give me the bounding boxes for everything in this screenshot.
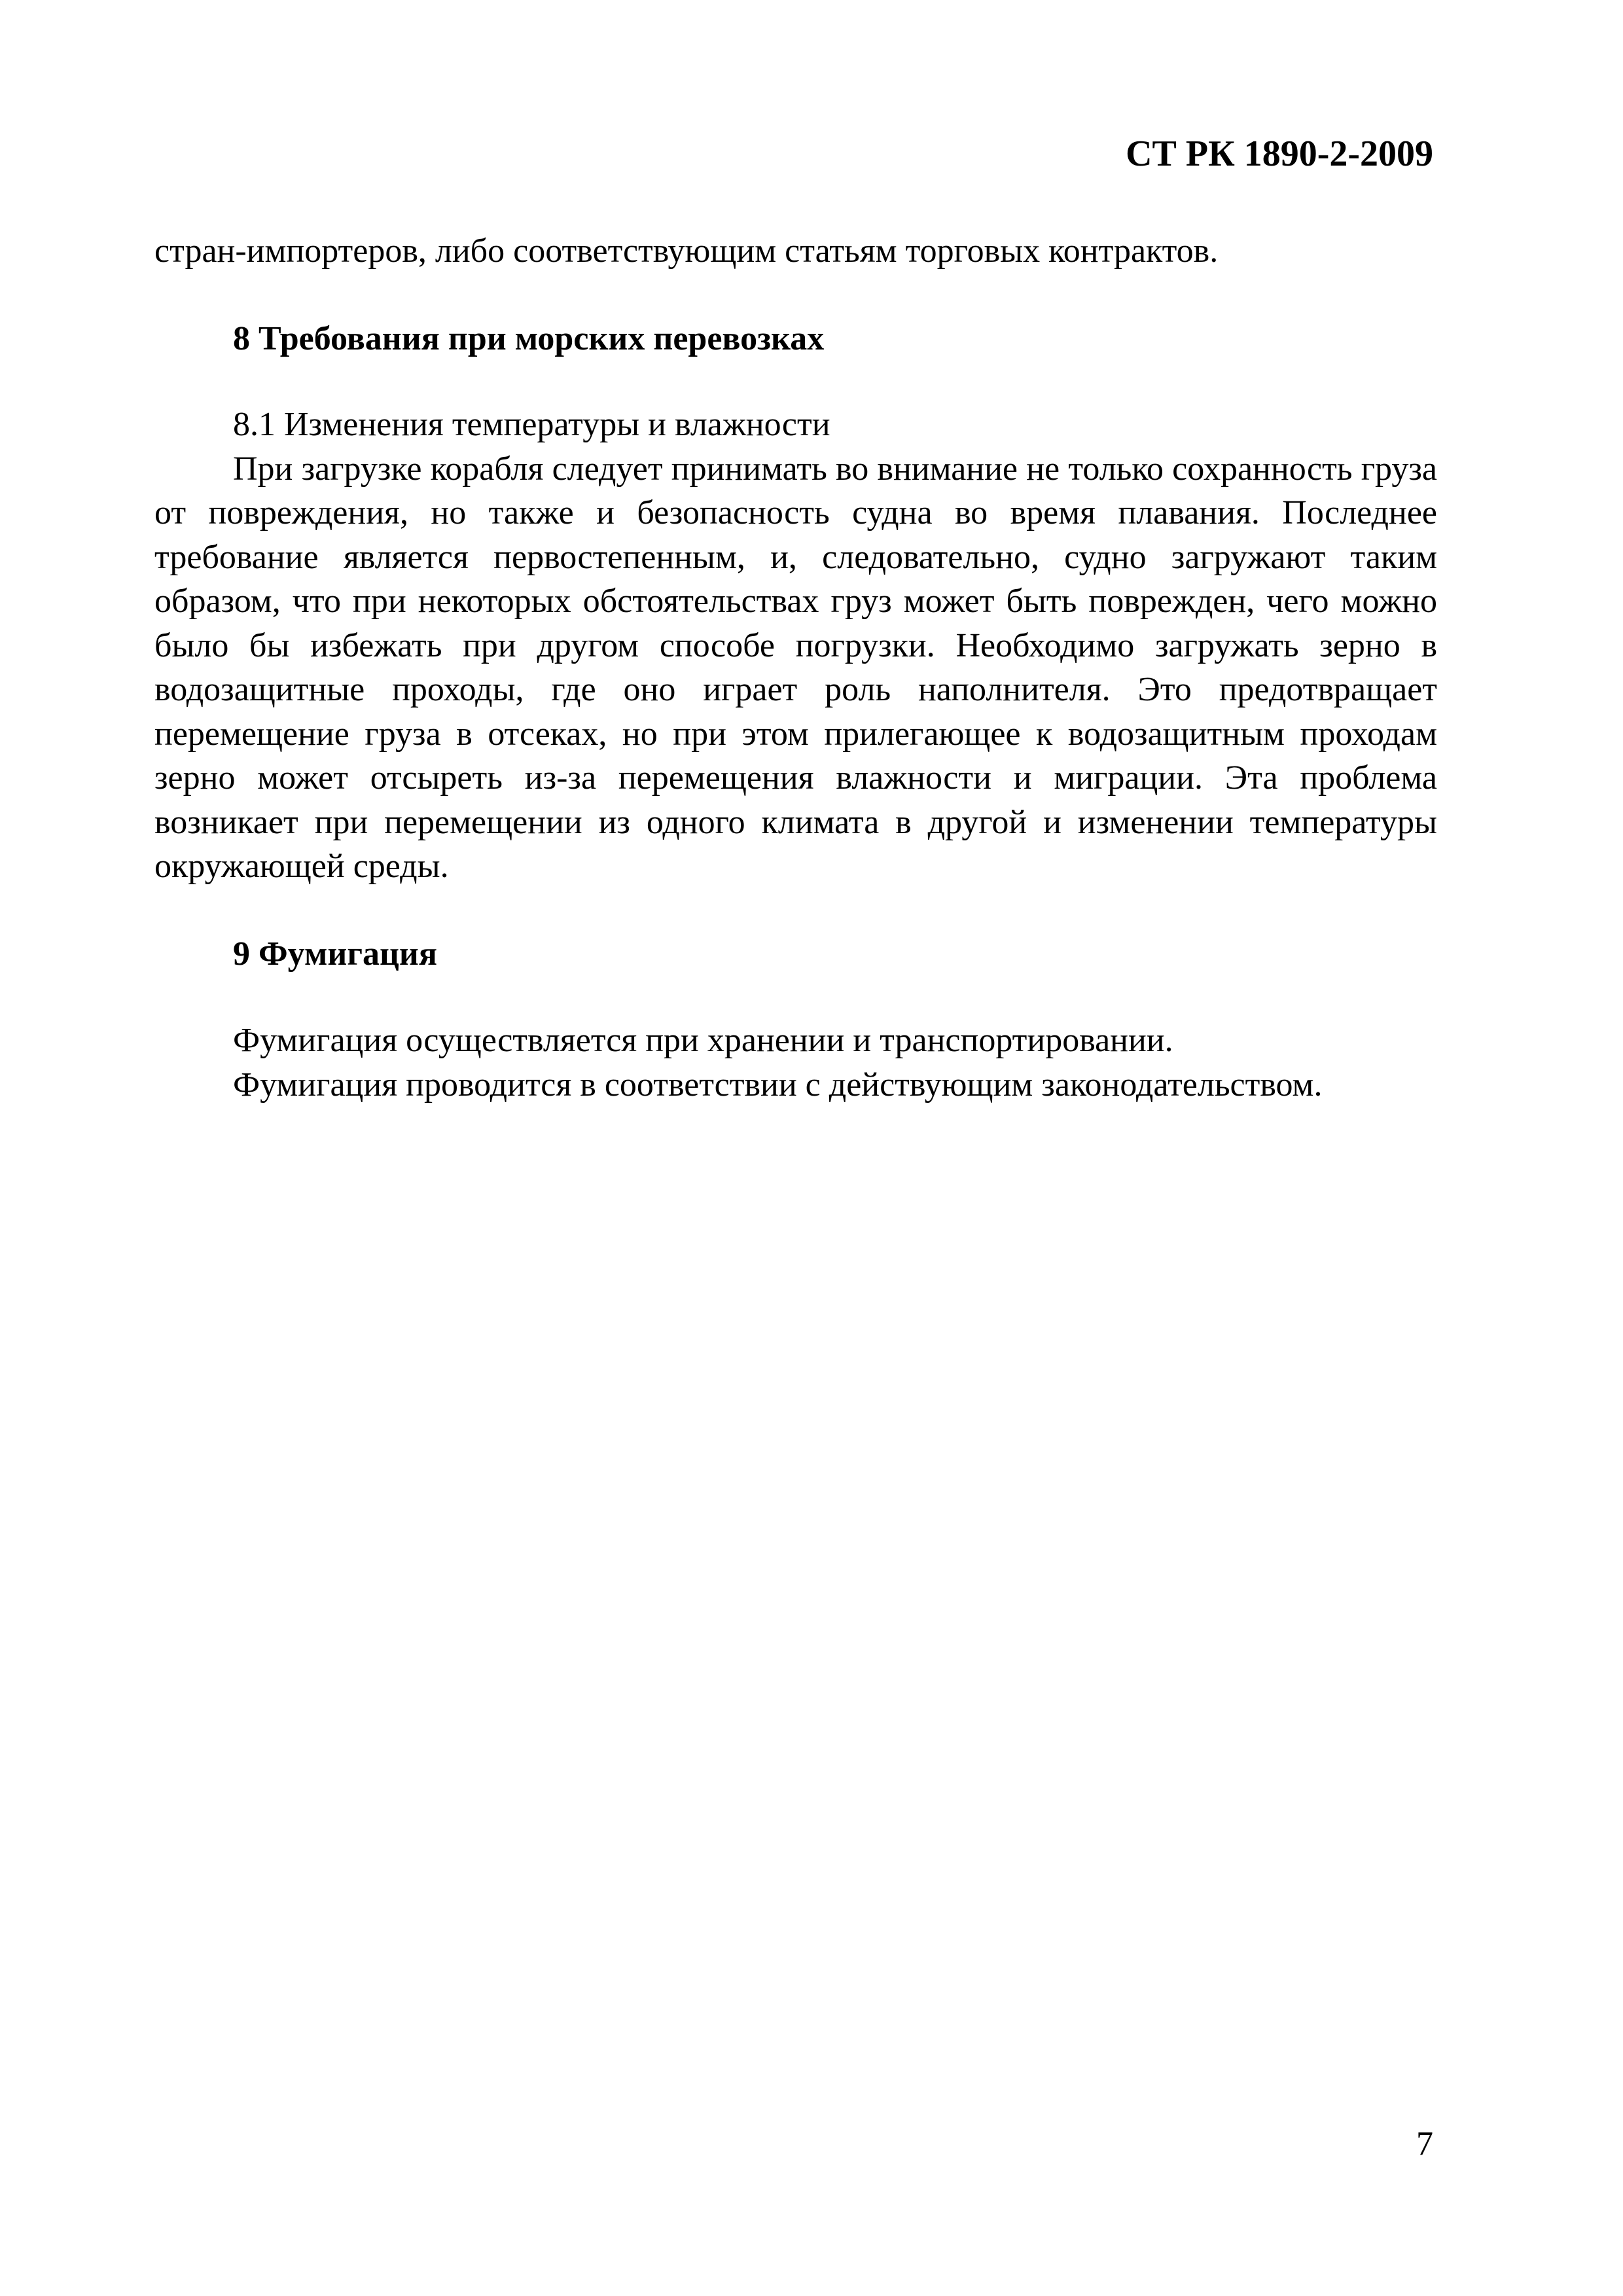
section-8-1-paragraph: При загрузке корабля следует принимать во внимание не только сохранность груза от повреждения, но также и безопасность судна во время плавания. Последнее требование является первостепенным, и, следовательно, судно загружают таким образом, что при некоторых обстоятельствах груз может быть поврежден, чего можно было бы избежать при другом способе погрузки. Необходимо загружать зерно в водозащитные проходы, где оно играет роль наполнителя. Это предотвращает перемещение груза в отсеках, но при этом прилегающее к водозащитным проходам зерно может отсыреть из-за перемещения влажности и миграции. Эта проблема возникает при перемещении из одного климата в другой и изменении температуры окружающей среды. [154,450,1437,885]
page-number: 7 [1416,2125,1433,2162]
page-content [154,229,1437,1107]
section-9-paragraph-2: Фумигация проводится в соответствии с действующим законодательством. [233,1066,1323,1103]
section-9-heading: 9 Фумигация [233,935,438,973]
section-8-heading: 8 Требования при морских перевозках [233,319,825,357]
section-9-paragraph-1: Фумигация осуществляется при хранении и транспортировании. [233,1022,1173,1059]
continuation-paragraph: стран-импортеров, либо соответствующим статьям торговых контрактов. [154,232,1219,270]
standard-code-header: СТ РК 1890-2-2009 [1126,134,1433,174]
subsection-8-1-heading: 8.1 Изменения температуры и влажности [233,406,830,443]
